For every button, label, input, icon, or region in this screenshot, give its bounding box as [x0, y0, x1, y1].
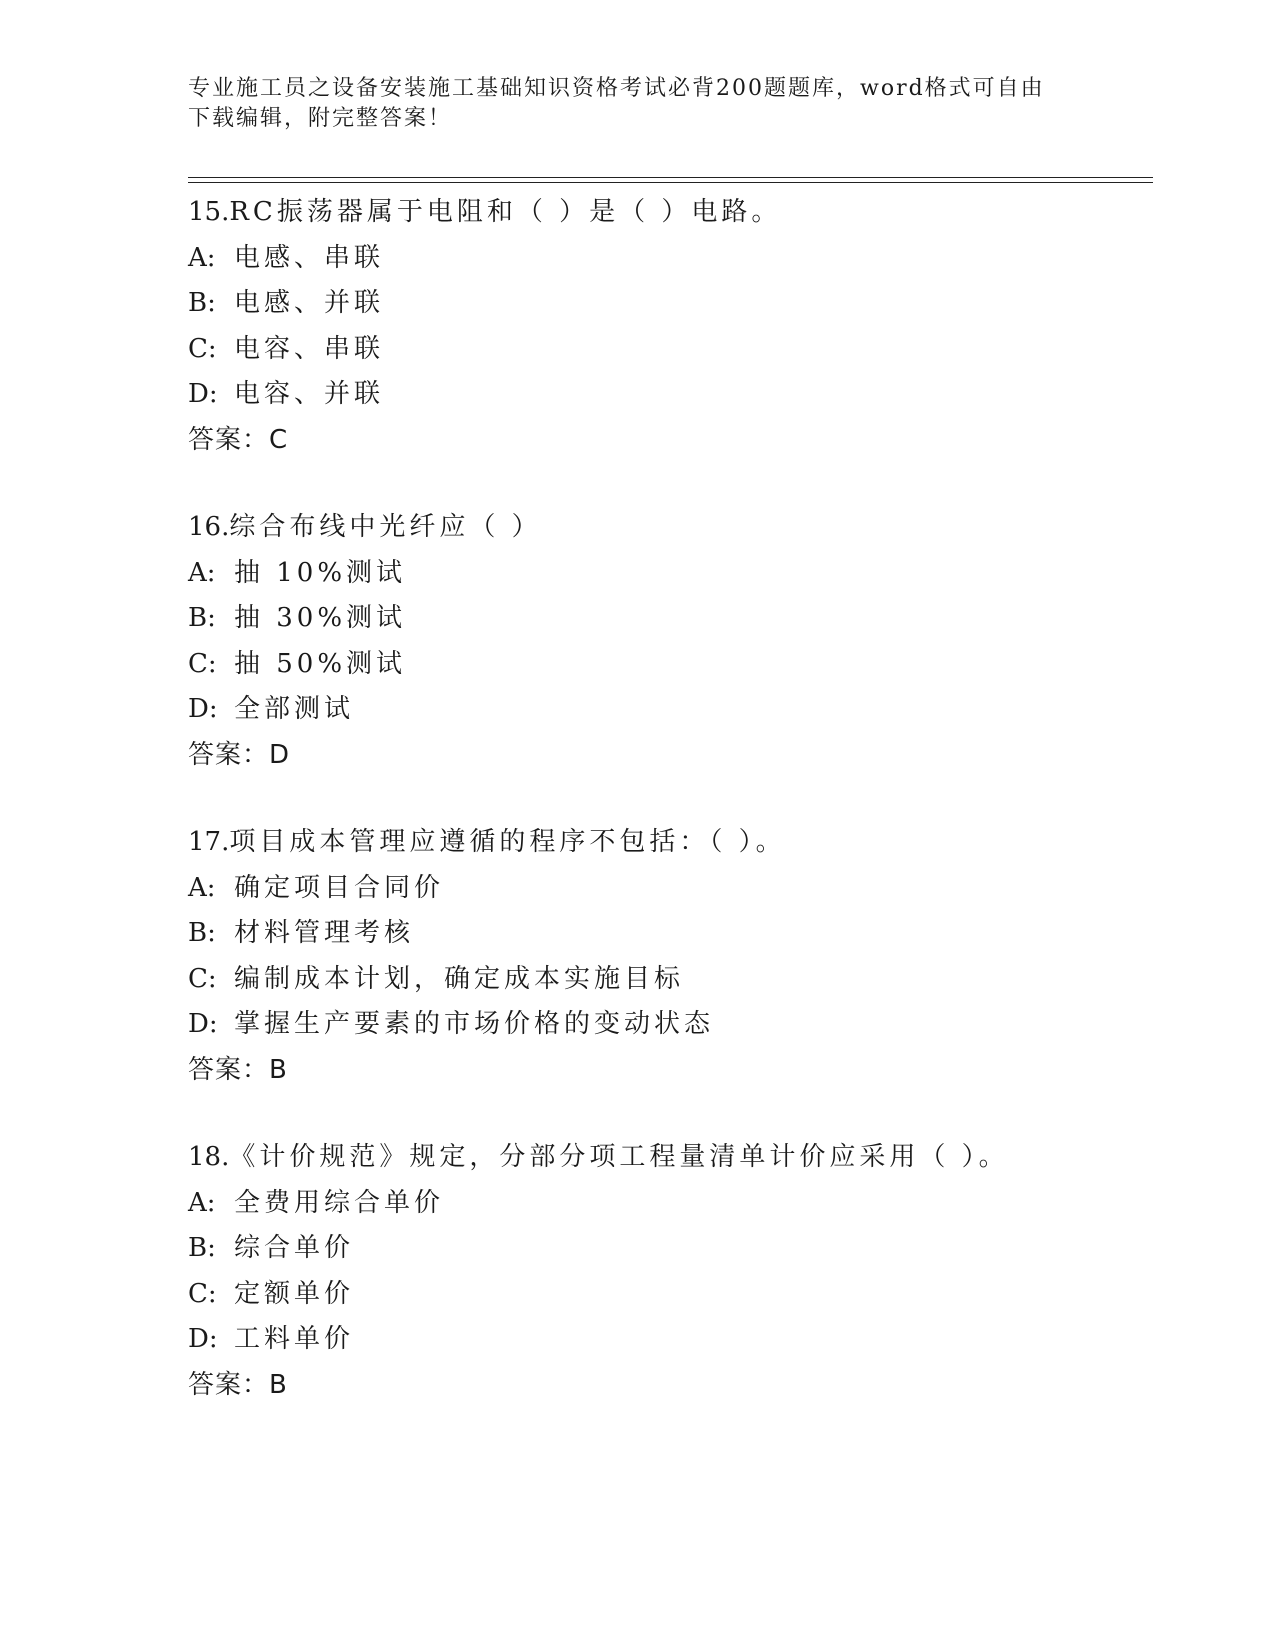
header-line-2: 下载编辑，附完整答案！: [188, 106, 453, 131]
option-key: D:: [188, 379, 218, 409]
header-divider-bottom: [188, 182, 1153, 183]
header-line-1: 专业施工员之设备安装施工基础知识资格考试必背200题题库，word格式可自由: [188, 76, 1045, 101]
question-item: [188, 1135, 1148, 1408]
option-text: 抽 50%测试: [234, 648, 407, 679]
option-text: 综合单价: [234, 1233, 355, 1263]
question-stem: [188, 505, 1148, 551]
option-text: 定额单价: [234, 1278, 355, 1309]
option-b: [188, 1226, 1148, 1272]
option-key: D:: [188, 1009, 218, 1039]
question-stem: [188, 1135, 1148, 1181]
option-d: [188, 687, 1148, 733]
option-c: [188, 327, 1148, 373]
question-text: 《计价规范》规定，分部分项工程量清单计价应采用（ ）。: [229, 1142, 1009, 1172]
option-text: 电感、串联: [234, 242, 385, 273]
question-text: 综合布线中光纤应（ ）: [229, 512, 542, 542]
answer-line: 答案：D: [188, 739, 291, 770]
option-key: C:: [188, 333, 217, 364]
option-key: B:: [188, 1233, 216, 1263]
question-text: RC振荡器属于电阻和（ ）是（ ）电路。: [229, 197, 782, 227]
option-text: 抽 30%测试: [234, 603, 407, 633]
question-number: 17.: [188, 827, 230, 857]
option-c: [188, 642, 1148, 688]
option-text: 全费用综合单价: [234, 1187, 445, 1218]
option-text: 全部测试: [234, 694, 355, 724]
option-c: [188, 957, 1148, 1003]
question-item: [188, 505, 1148, 778]
option-key: D:: [188, 1324, 218, 1354]
option-key: A:: [188, 1187, 216, 1218]
option-key: C:: [188, 648, 217, 679]
option-text: 抽 10%测试: [234, 557, 407, 588]
option-d: [188, 1002, 1148, 1048]
question-text: 项目成本管理应遵循的程序不包括：（ ）。: [229, 827, 786, 857]
option-key: A:: [188, 242, 216, 273]
option-a: [188, 236, 1148, 282]
question-number: 15.: [188, 197, 230, 227]
question-number: 18.: [188, 1142, 230, 1172]
option-a: [188, 866, 1148, 912]
question-number: 16.: [188, 512, 230, 542]
option-key: B:: [188, 918, 216, 948]
document-header: [188, 74, 1068, 134]
option-text: 电容、串联: [234, 333, 385, 364]
answer-line: 答案：B: [188, 1054, 288, 1085]
option-key: A:: [188, 872, 216, 903]
answer-line: 答案：C: [188, 424, 289, 455]
option-d: [188, 1317, 1148, 1363]
option-d: [188, 372, 1148, 418]
question-stem: [188, 820, 1148, 866]
option-key: C:: [188, 963, 217, 994]
option-text: 掌握生产要素的市场价格的变动状态: [234, 1009, 715, 1039]
option-b: [188, 596, 1148, 642]
option-text: 材料管理考核: [234, 918, 415, 948]
option-b: [188, 281, 1148, 327]
header-divider-top: [188, 177, 1153, 178]
option-key: C:: [188, 1278, 217, 1309]
option-b: [188, 911, 1148, 957]
question-item: [188, 190, 1148, 463]
option-key: A:: [188, 557, 216, 588]
option-text: 工料单价: [234, 1324, 355, 1354]
answer-line: 答案：B: [188, 1369, 288, 1400]
option-key: D:: [188, 694, 218, 724]
option-c: [188, 1272, 1148, 1318]
option-text: 电容、并联: [234, 379, 385, 409]
option-text: 编制成本计划，确定成本实施目标: [234, 963, 685, 994]
option-text: 确定项目合同价: [234, 872, 445, 903]
question-list: [188, 190, 1148, 1450]
option-a: [188, 1181, 1148, 1227]
question-item: [188, 820, 1148, 1093]
option-key: B:: [188, 288, 216, 318]
option-a: [188, 551, 1148, 597]
option-text: 电感、并联: [234, 288, 385, 318]
question-stem: [188, 190, 1148, 236]
option-key: B:: [188, 603, 216, 633]
